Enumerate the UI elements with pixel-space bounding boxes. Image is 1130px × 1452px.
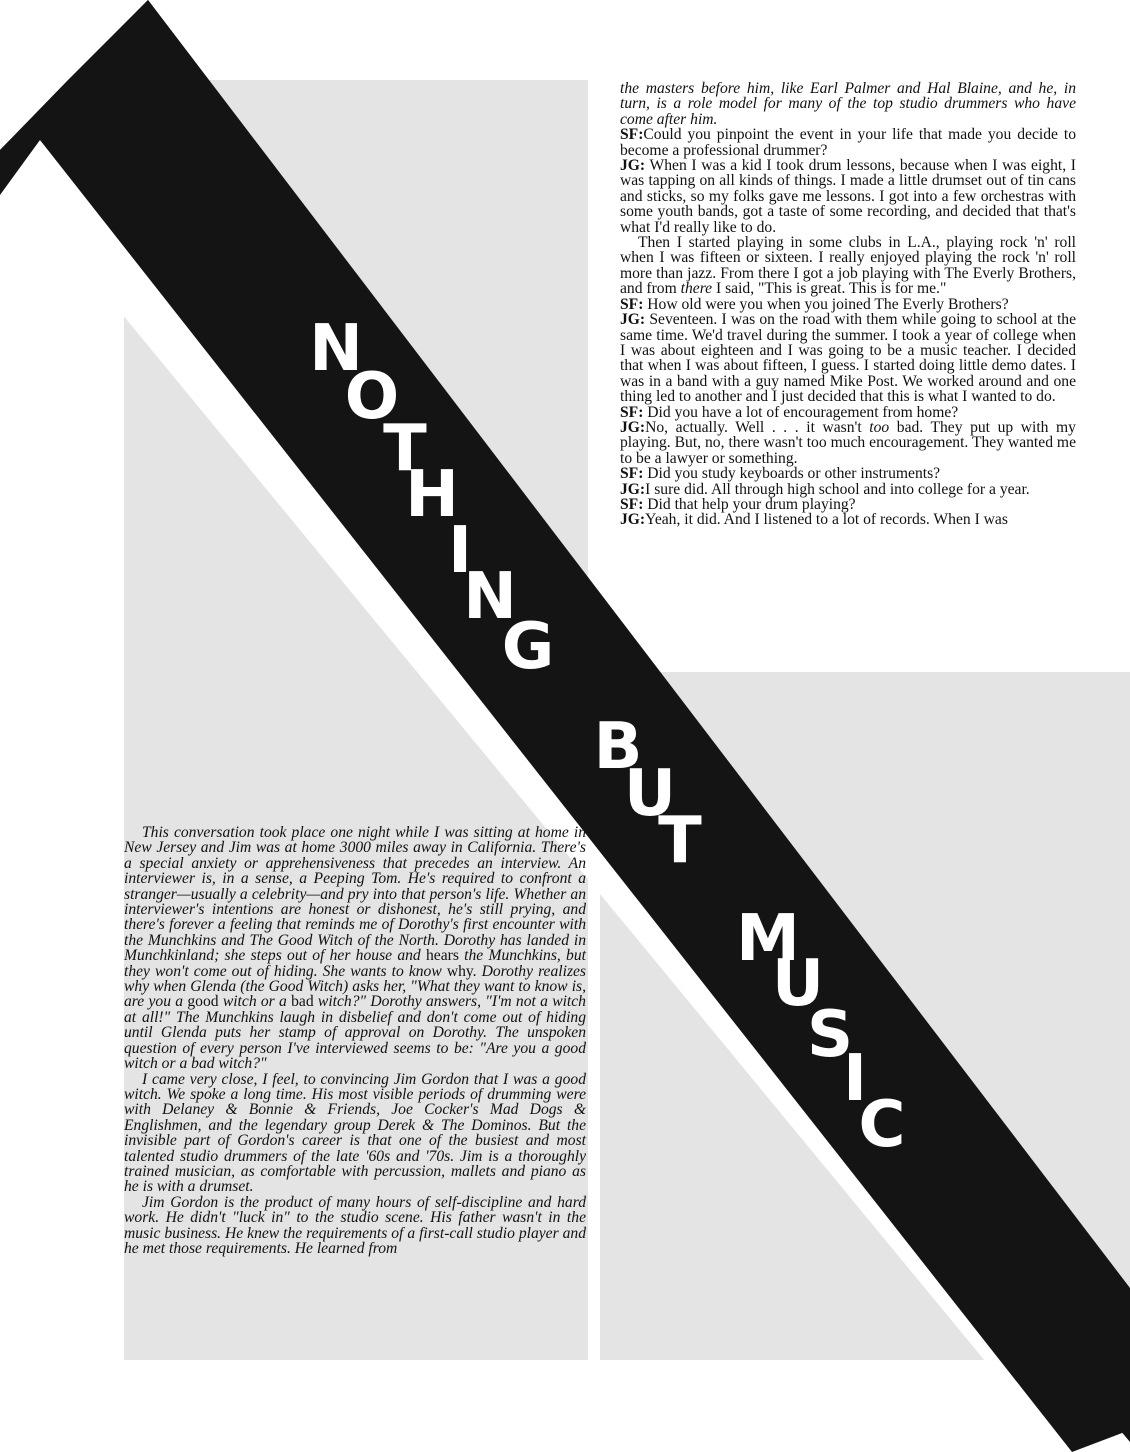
question-text: Did you have a lot of encouragement from home?	[647, 403, 959, 421]
emphasis-text: there	[680, 280, 713, 298]
question-text: Did that help your drum playing?	[647, 495, 856, 513]
intro-paragraph-1	[124, 825, 586, 1072]
title-letter-h1: H	[405, 458, 459, 532]
jg-label: JG:	[620, 511, 646, 529]
roman-text: good	[187, 993, 219, 1011]
answer-2	[620, 312, 1076, 404]
title-letter-g1: G	[501, 610, 555, 684]
sf-label: SF:	[620, 495, 644, 513]
title-letter-c1: C	[858, 1088, 906, 1162]
title-letter-u2: U	[772, 947, 824, 1021]
title-letter-o1: O	[344, 360, 400, 434]
answer-text: Then I started playing in some clubs in L.A., playing rock 'n' roll when I was fifteen or sixteen. I really enjoyed playing the rock 'n' roll more than jazz. From there I got a job playing with The Everly Brothers, and from	[620, 234, 1076, 298]
jg-label: JG:	[620, 311, 646, 329]
answer-3	[620, 420, 1076, 466]
intro-paragraph-2: I came very close, I feel, to convincing Jim Gordon that I was a good witch. We spoke a long time. His most visible periods of drumming were with Delaney & Bonnie & Friends, Joe Cocker's Mad Dogs & Englishmen, and the legendary group Derek & The Dominos. But the invisible part of Gordon's career is that one of the busiest and most talented studio drummers of the late '60s and '70s. Jim is a thoroughly trained musician, as comfortable with percussion, mallets and piano as he is with a drumset.	[124, 1070, 586, 1196]
question-4	[620, 466, 1076, 481]
white-margin-bottom	[124, 1360, 1130, 1452]
jg-label: JG:	[620, 157, 646, 175]
sf-label: SF:	[620, 126, 644, 144]
title-letter-b1: B	[593, 710, 643, 784]
sf-label: SF:	[620, 465, 644, 483]
title-letter-i1: I	[448, 514, 472, 588]
title-letter-n2: N	[463, 560, 517, 634]
body-text: witch?" Dorothy answers, "I'm not a witch at all!" The Munchkins laugh in disbelief and don't come out of hiding until Glenda puts her stamp of approval on Dorothy. The unspoken question of every person I've interviewed seems to be: "Are you a good witch or a bad witch?"	[124, 993, 586, 1073]
question-3	[620, 405, 1076, 420]
jg-label: JG:	[620, 480, 646, 498]
answer-1	[620, 158, 1076, 235]
title-letter-s1: S	[806, 998, 854, 1072]
right-column	[620, 81, 1076, 528]
answer-text: I said, "This is great. This is for me."	[716, 280, 947, 298]
title-letter-t1: T	[383, 412, 427, 486]
question-5	[620, 497, 1076, 512]
title-letter-m1: M	[736, 902, 800, 976]
question-text: Could you pinpoint the event in your life that made you decide to become a professional drummer?	[620, 126, 1076, 159]
answer-text: Yeah, it did. And I listened to a lot of records. When I was	[645, 511, 1008, 529]
title-letter-u1: U	[624, 757, 676, 831]
jg-label: JG:	[620, 418, 646, 436]
answer-text: bad. They put up with my playing. But, no, there wasn't too much encouragement. They wanted me to be a lawyer or something.	[620, 418, 1076, 467]
roman-text: why.	[446, 962, 477, 980]
sf-label: SF:	[620, 295, 644, 313]
roman-text: hears	[425, 947, 459, 965]
emphasis-text: too	[869, 418, 890, 436]
intro-paragraph	[620, 81, 1076, 127]
question-text: Did you study keyboards or other instruments?	[647, 465, 941, 483]
answer-text: When I was a kid I took drum lessons, because when I was eight, I was tapping on all kinds of things. I made a little drumset out of tin cans and sticks, so my folks gave me lessons. I got into a few orchestras with some youth bands, got a taste of some recording, and decided that that's what I'd really like to do.	[620, 157, 1076, 236]
body-text: Dorothy realizes why when Glenda (the Good Witch) asks her, "What they want to know is, are you a	[124, 962, 587, 1011]
left-column	[124, 825, 586, 1256]
title-letter-t2: T	[658, 804, 702, 878]
answer-1-continued	[620, 235, 1076, 297]
title-letter-n1: N	[309, 312, 363, 386]
question-text: How old were you when you joined The Everly Brothers?	[647, 295, 1009, 313]
roman-text: bad	[291, 993, 314, 1011]
question-1	[620, 127, 1076, 158]
title-letter-i2: I	[843, 1042, 867, 1116]
body-text: the Munchkins, but they won't come out of hiding. She wants to know	[124, 947, 586, 980]
answer-text: Seventeen. I was on the road with them while going to school at the same time. We'd travel during the summer. I took a year of college when I was about eighteen and I was going to be a music teacher. I decided that when I was about fifteen, I guess. I started doing little demo dates. I was in a band with a guy named Mike Post. We worked around and one thing led to another and I just decided that this is what I wanted to do.	[620, 311, 1077, 406]
sf-label: SF:	[620, 403, 644, 421]
answer-text: I sure did. All through high school and into college for a year.	[645, 480, 1030, 498]
body-text: This conversation took place one night while I was sitting at home in New Jersey and Jim was at home 3000 miles away in California. There's a special anxiety or apprehensiveness that precedes an interview. An interviewer is, in a sense, a Peeping Tom. He's required to confront a stranger—usually a celebrity—and pry into that person's life. Whether an interviewer's intentions are honest or dishonest, he's still prying, and there's forever a feeling that reminds me of Dorothy's first encounter with the Munchkins and The Good Witch of the North. Dorothy has landed in Munchkinland; she steps out of her house and	[124, 824, 586, 965]
body-text: witch or a	[222, 993, 287, 1011]
intro-text: the masters before him, like Earl Palmer and Hal Blaine, and he, in turn, is a role model for many of the top studio drummers who have come after him.	[620, 80, 1076, 128]
answer-4	[620, 482, 1076, 497]
question-2	[620, 297, 1076, 312]
answer-text: No, actually. Well . . . it wasn't	[645, 418, 862, 436]
answer-5	[620, 512, 1076, 527]
intro-paragraph-3: Jim Gordon is the product of many hours of self-discipline and hard work. He didn't "luck in" to the studio scene. His father wasn't in the music business. He knew the requirements of a first-call studio player and he met those requirements. He learned from	[124, 1193, 586, 1257]
